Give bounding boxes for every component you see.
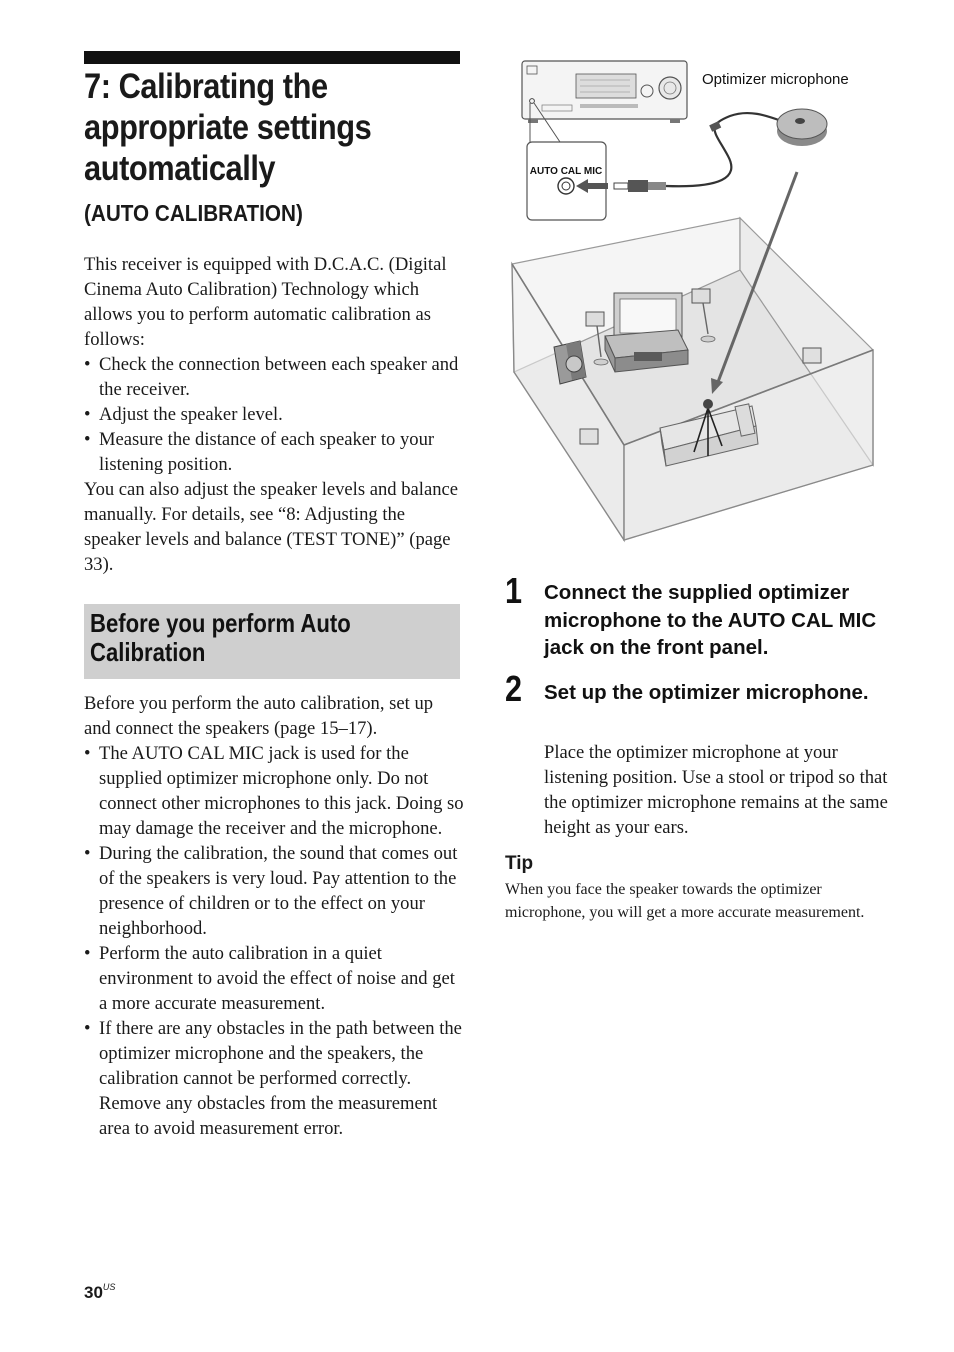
page-number-value: 30 — [84, 1283, 103, 1302]
intro-bullet-list — [84, 352, 464, 477]
step-2-title: Set up the optimizer microphone. — [544, 681, 869, 704]
jack-icon — [558, 178, 574, 194]
section-heading: Before you perform Auto Calibration — [90, 608, 351, 667]
step-2-body: Place the optimizer microphone at your listening position. Use a stool or tripod so that the optimizer microphone remains at the same height as your ears. — [544, 742, 888, 838]
page-number — [84, 1283, 115, 1303]
section-block — [84, 691, 464, 1141]
section-bullet: • Perform the auto calibration in a quiet environment to avoid the effect of noise and get a more accurate measurement. — [84, 941, 464, 1016]
optimizer-microphone-icon — [777, 109, 827, 146]
auto-cal-mic-callout — [527, 142, 608, 220]
surround-right-speaker-icon — [803, 348, 821, 363]
intro-paragraph: This receiver is equipped with D.C.A.C. (Digital Cinema Auto Calibration) Technology which allows you to perform automatic calibration as follows: — [84, 254, 447, 350]
mic-cable — [614, 113, 790, 192]
page-title — [84, 66, 418, 189]
step-2-number: 2 — [505, 668, 523, 709]
listening-room-illustration — [512, 218, 873, 540]
section-bullet-list — [84, 741, 464, 1141]
page-title-line-1: 7: Calibrating the — [84, 67, 328, 106]
section-bullet: • During the calibration, the sound that comes out of the speakers is very loud. Pay attention to the presence of children or to the effect on your neighborhood. — [84, 841, 464, 941]
page-title-line-3: automatically — [84, 149, 276, 188]
section-bullet: • If there are any obstacles in the path between the optimizer microphone and the speakers, the calibration cannot be performed correctly. Remove any obstacles from the measurement area to avoid measurement error. — [84, 1016, 464, 1141]
intro-closing: You can also adjust the speaker levels and balance manually. For details, see “8: Adjusting the speaker levels and balance (TEST TONE)” (page 33). — [84, 479, 458, 575]
section-bullet: • The AUTO CAL MIC jack is used for the supplied optimizer microphone only. Do not connect other microphones to this jack. Doing so may damage the receiver and the microphone. — [84, 741, 464, 841]
intro-block — [84, 252, 464, 577]
intro-bullet: • Check the connection between each speaker and the receiver. — [84, 352, 464, 402]
subwoofer-icon — [554, 341, 586, 384]
step-1-title: Connect the supplied optimizer microphone to the AUTO CAL MIC jack on the front panel. — [544, 581, 877, 659]
step-1-number: 1 — [505, 570, 523, 611]
page-subtitle: (AUTO CALIBRATION) — [84, 200, 303, 226]
section-paragraph: Before you perform the auto calibration, set up and connect the speakers (page 15–17). — [84, 693, 434, 739]
tip-heading: Tip — [505, 853, 534, 874]
jack-label: AUTO CAL MIC — [529, 166, 603, 177]
title-rule — [84, 51, 460, 64]
receiver-illustration — [522, 61, 687, 123]
figure-label-microphone: Optimizer microphone — [702, 71, 849, 88]
intro-bullet: • Measure the distance of each speaker to your listening position. — [84, 427, 464, 477]
page-title-line-2: appropriate settings — [84, 108, 372, 147]
tip-body: When you face the speaker towards the optimizer microphone, you will get a more accurate measurement. — [505, 881, 865, 921]
intro-bullet: • Adjust the speaker level. — [84, 402, 464, 427]
page-number-region: US — [102, 1282, 116, 1292]
setup-illustration — [505, 55, 885, 550]
surround-left-speaker-icon — [580, 429, 598, 444]
tv-stand-icon — [605, 330, 688, 372]
